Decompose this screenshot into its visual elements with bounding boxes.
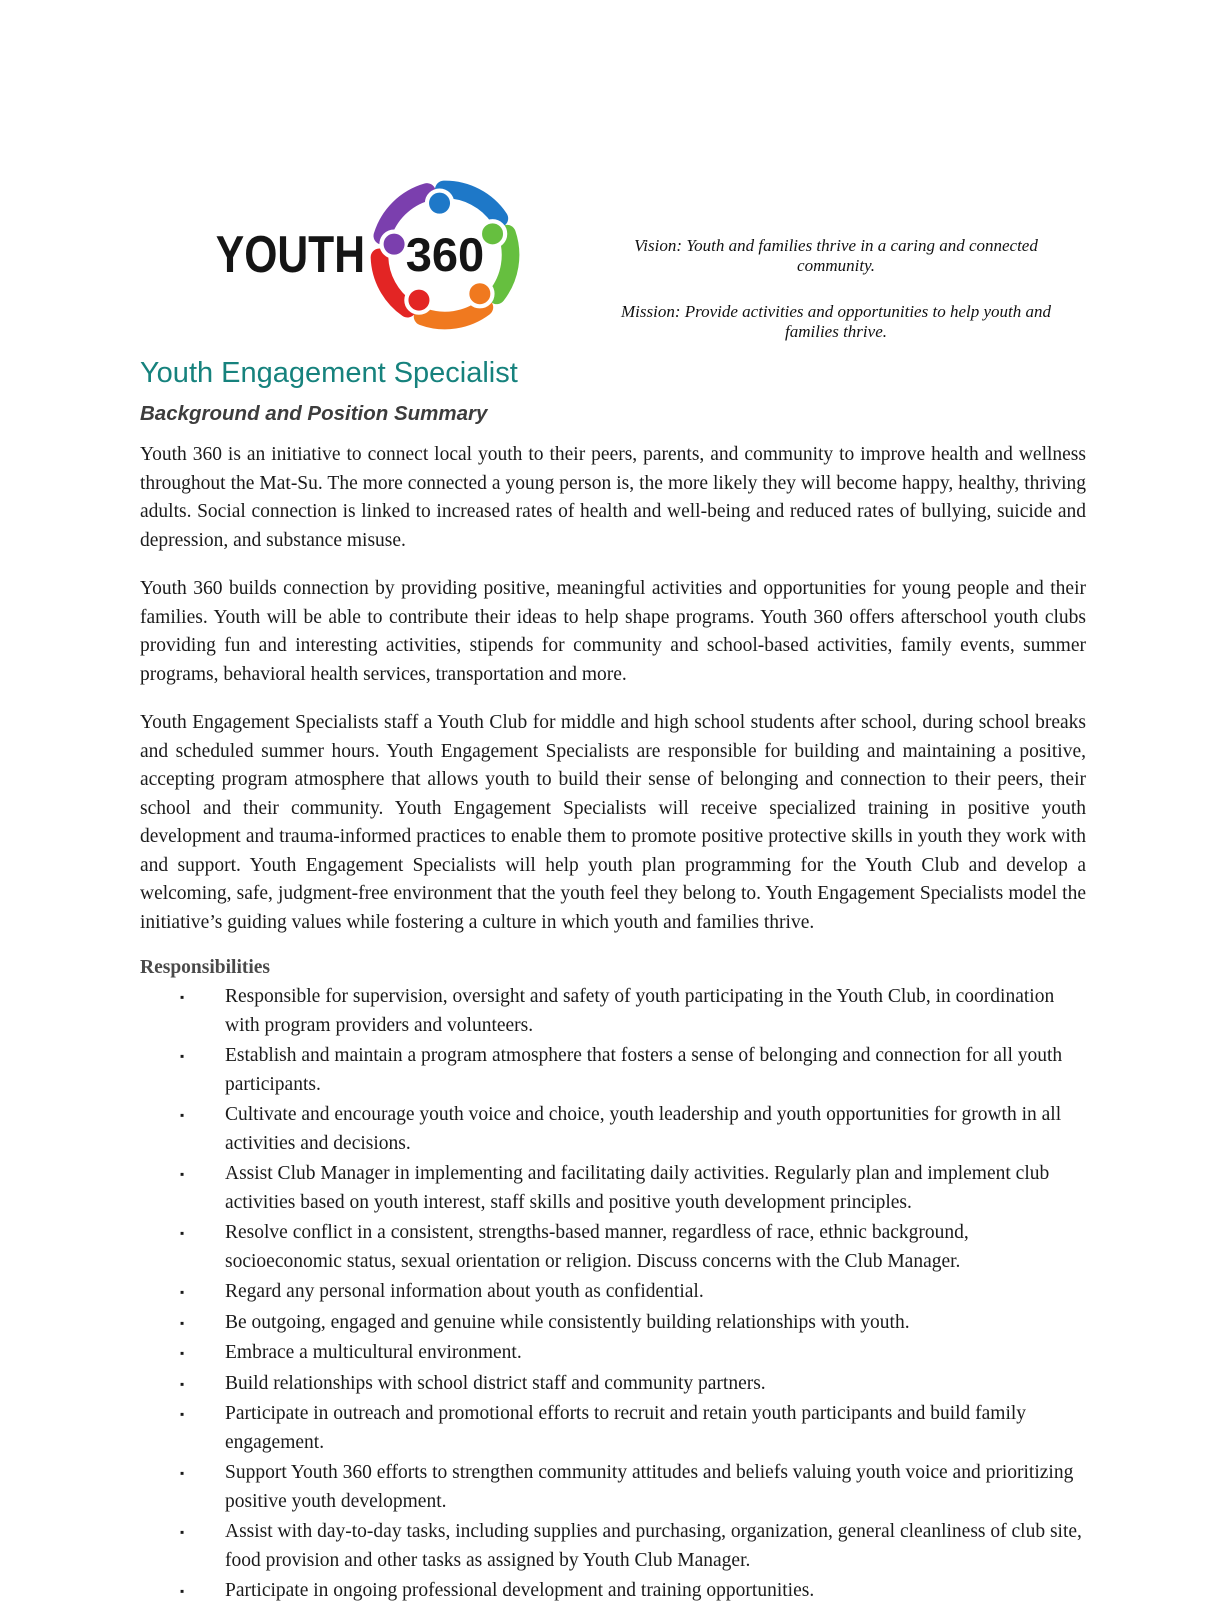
- vision-statement: Vision: Youth and families thrive in a caring and connected community.: [634, 236, 1038, 275]
- paragraph: Youth 360 builds connection by providing positive, meaningful activities and opportunities for young people and their families. Youth will be able to contribute their ideas to help shape programs. Youth 360 offers afterschool youth clubs providing fun and interesting activities, stipends for community and school-based activities, family events, summer programs, behavioral health services, transportation and more.: [140, 578, 1086, 685]
- bullet-icon: ▪: [180, 1049, 185, 1063]
- logo-circle-icon: [361, 171, 529, 339]
- bullet-icon: ▪: [180, 1376, 185, 1391]
- list-item-text: Resolve conflict in a consistent, strengths-based manner, regardless of race, ethnic background, socioeconomic status, sexual orientation or religion. Discuss concerns with the Club Manager.: [225, 1222, 969, 1272]
- list-item: [140, 1400, 1086, 1457]
- logo-head-blue-icon: [427, 191, 452, 216]
- list-item-text: Participate in outreach and promotional efforts to recruit and retain youth participants and build family engagement.: [225, 1403, 1027, 1453]
- bullet-icon: ▪: [180, 1167, 185, 1181]
- bullet-icon: ▪: [180, 1315, 185, 1330]
- list-item: [140, 983, 1086, 1040]
- paragraph: Youth 360 is an initiative to connect local youth to their peers, parents, and community to improve health and wellness throughout the Mat-Su. The more connected a young person is, the more likely they will become happy, healthy, thriving adults. Social connection is linked to increased rates of health and well-being and reduced rates of bullying, suicide and depression, and substance misuse.: [140, 444, 1086, 551]
- list-item-text: Cultivate and encourage youth voice and choice, youth leadership and youth opportunities for growth in all activities and decisions.: [225, 1104, 1062, 1154]
- list-item: [140, 1459, 1086, 1516]
- youth-360-logo: [183, 170, 529, 340]
- list-item: [140, 1370, 1086, 1399]
- bullet-icon: ▪: [180, 1466, 185, 1480]
- list-item: [140, 1160, 1086, 1217]
- logo-head-purple-icon: [381, 232, 406, 257]
- body-paragraphs: [140, 441, 1086, 937]
- document-body: [140, 357, 1086, 1608]
- logo-wordmark: YOUTH: [215, 226, 365, 284]
- paragraph: Youth Engagement Specialists staff a Youth Club for middle and high school students after school, during school breaks and scheduled summer hours. Youth Engagement Specialists are responsible for building and maintaining a positive, accepting program atmosphere that allows youth to build their sense of belonging and connection to their peers, their school and their community. Youth Engagement Specialists will receive specialized training in positive youth development and trauma-informed practices to enable them to promote positive protective skills in youth they work with and support. Youth Engagement Specialists will help youth plan programming for the Youth Club and develop a welcoming, safe, judgment-free environment that the youth feel they belong to. Youth Engagement Specialists model the initiative’s guiding values while fostering a culture in which youth and families thrive.: [140, 712, 1086, 933]
- list-item: [140, 1309, 1086, 1338]
- list-item: [140, 1577, 1086, 1606]
- list-item: [140, 1101, 1086, 1158]
- logo-head-orange-icon: [467, 281, 492, 306]
- list-item-text: Assist Club Manager in implementing and facilitating daily activities. Regularly plan and implement club activities based on youth interest, staff skills and positive youth development principles.: [225, 1163, 1050, 1213]
- list-item: [140, 1339, 1086, 1368]
- logo-badge-number: 360: [405, 227, 485, 281]
- list-item-text: Responsible for supervision, oversight and safety of youth participating in the Youth Club, in coordination with program providers and volunteers.: [225, 986, 1055, 1036]
- vision-mission-block: [595, 236, 1077, 342]
- responsibilities-heading: Responsibilities: [140, 957, 271, 978]
- bullet-icon: ▪: [180, 1407, 185, 1421]
- mission-statement: Mission: Provide activities and opportunities to help youth and families thrive.: [621, 302, 1051, 341]
- list-item-text: Establish and maintain a program atmosphere that fosters a sense of belonging and connection for all youth participants.: [225, 1045, 1063, 1095]
- logo-swoosh-red: [379, 257, 407, 308]
- logo-swoosh-orange: [423, 307, 485, 320]
- list-item: [140, 1042, 1086, 1099]
- bullet-icon: ▪: [180, 1285, 185, 1299]
- section-subtitle: Background and Position Summary: [140, 402, 488, 425]
- list-item: [140, 1278, 1086, 1307]
- bullet-icon: ▪: [180, 1108, 185, 1122]
- list-item-text: Regard any personal information about youth as confidential.: [225, 1281, 704, 1302]
- list-item-text: Assist with day-to-day tasks, including supplies and purchasing, organization, general cleanliness of club site, food provision and other tasks as assigned by Youth Club Manager.: [225, 1521, 1082, 1571]
- bullet-icon: ▪: [180, 1346, 185, 1360]
- list-item: [140, 1219, 1086, 1276]
- responsibilities-list: [140, 983, 1086, 1606]
- list-item: [140, 1518, 1086, 1575]
- list-item-text: Embrace a multicultural environment.: [225, 1342, 522, 1363]
- bullet-icon: ▪: [180, 990, 185, 1004]
- list-item-text: Build relationships with school district staff and community partners.: [225, 1372, 766, 1394]
- list-item-text: Be outgoing, engaged and genuine while consistently building relationships with youth.: [225, 1311, 910, 1333]
- bullet-icon: ▪: [180, 1584, 185, 1598]
- bullet-icon: ▪: [180, 1525, 185, 1539]
- list-item-text: Participate in ongoing professional development and training opportunities.: [225, 1580, 815, 1601]
- logo-head-red-icon: [406, 288, 431, 313]
- page-title: Youth Engagement Specialist: [140, 357, 518, 389]
- list-item-text: Support Youth 360 efforts to strengthen community attitudes and beliefs valuing youth voice and prioritizing positive youth development.: [225, 1462, 1074, 1512]
- bullet-icon: ▪: [180, 1226, 185, 1240]
